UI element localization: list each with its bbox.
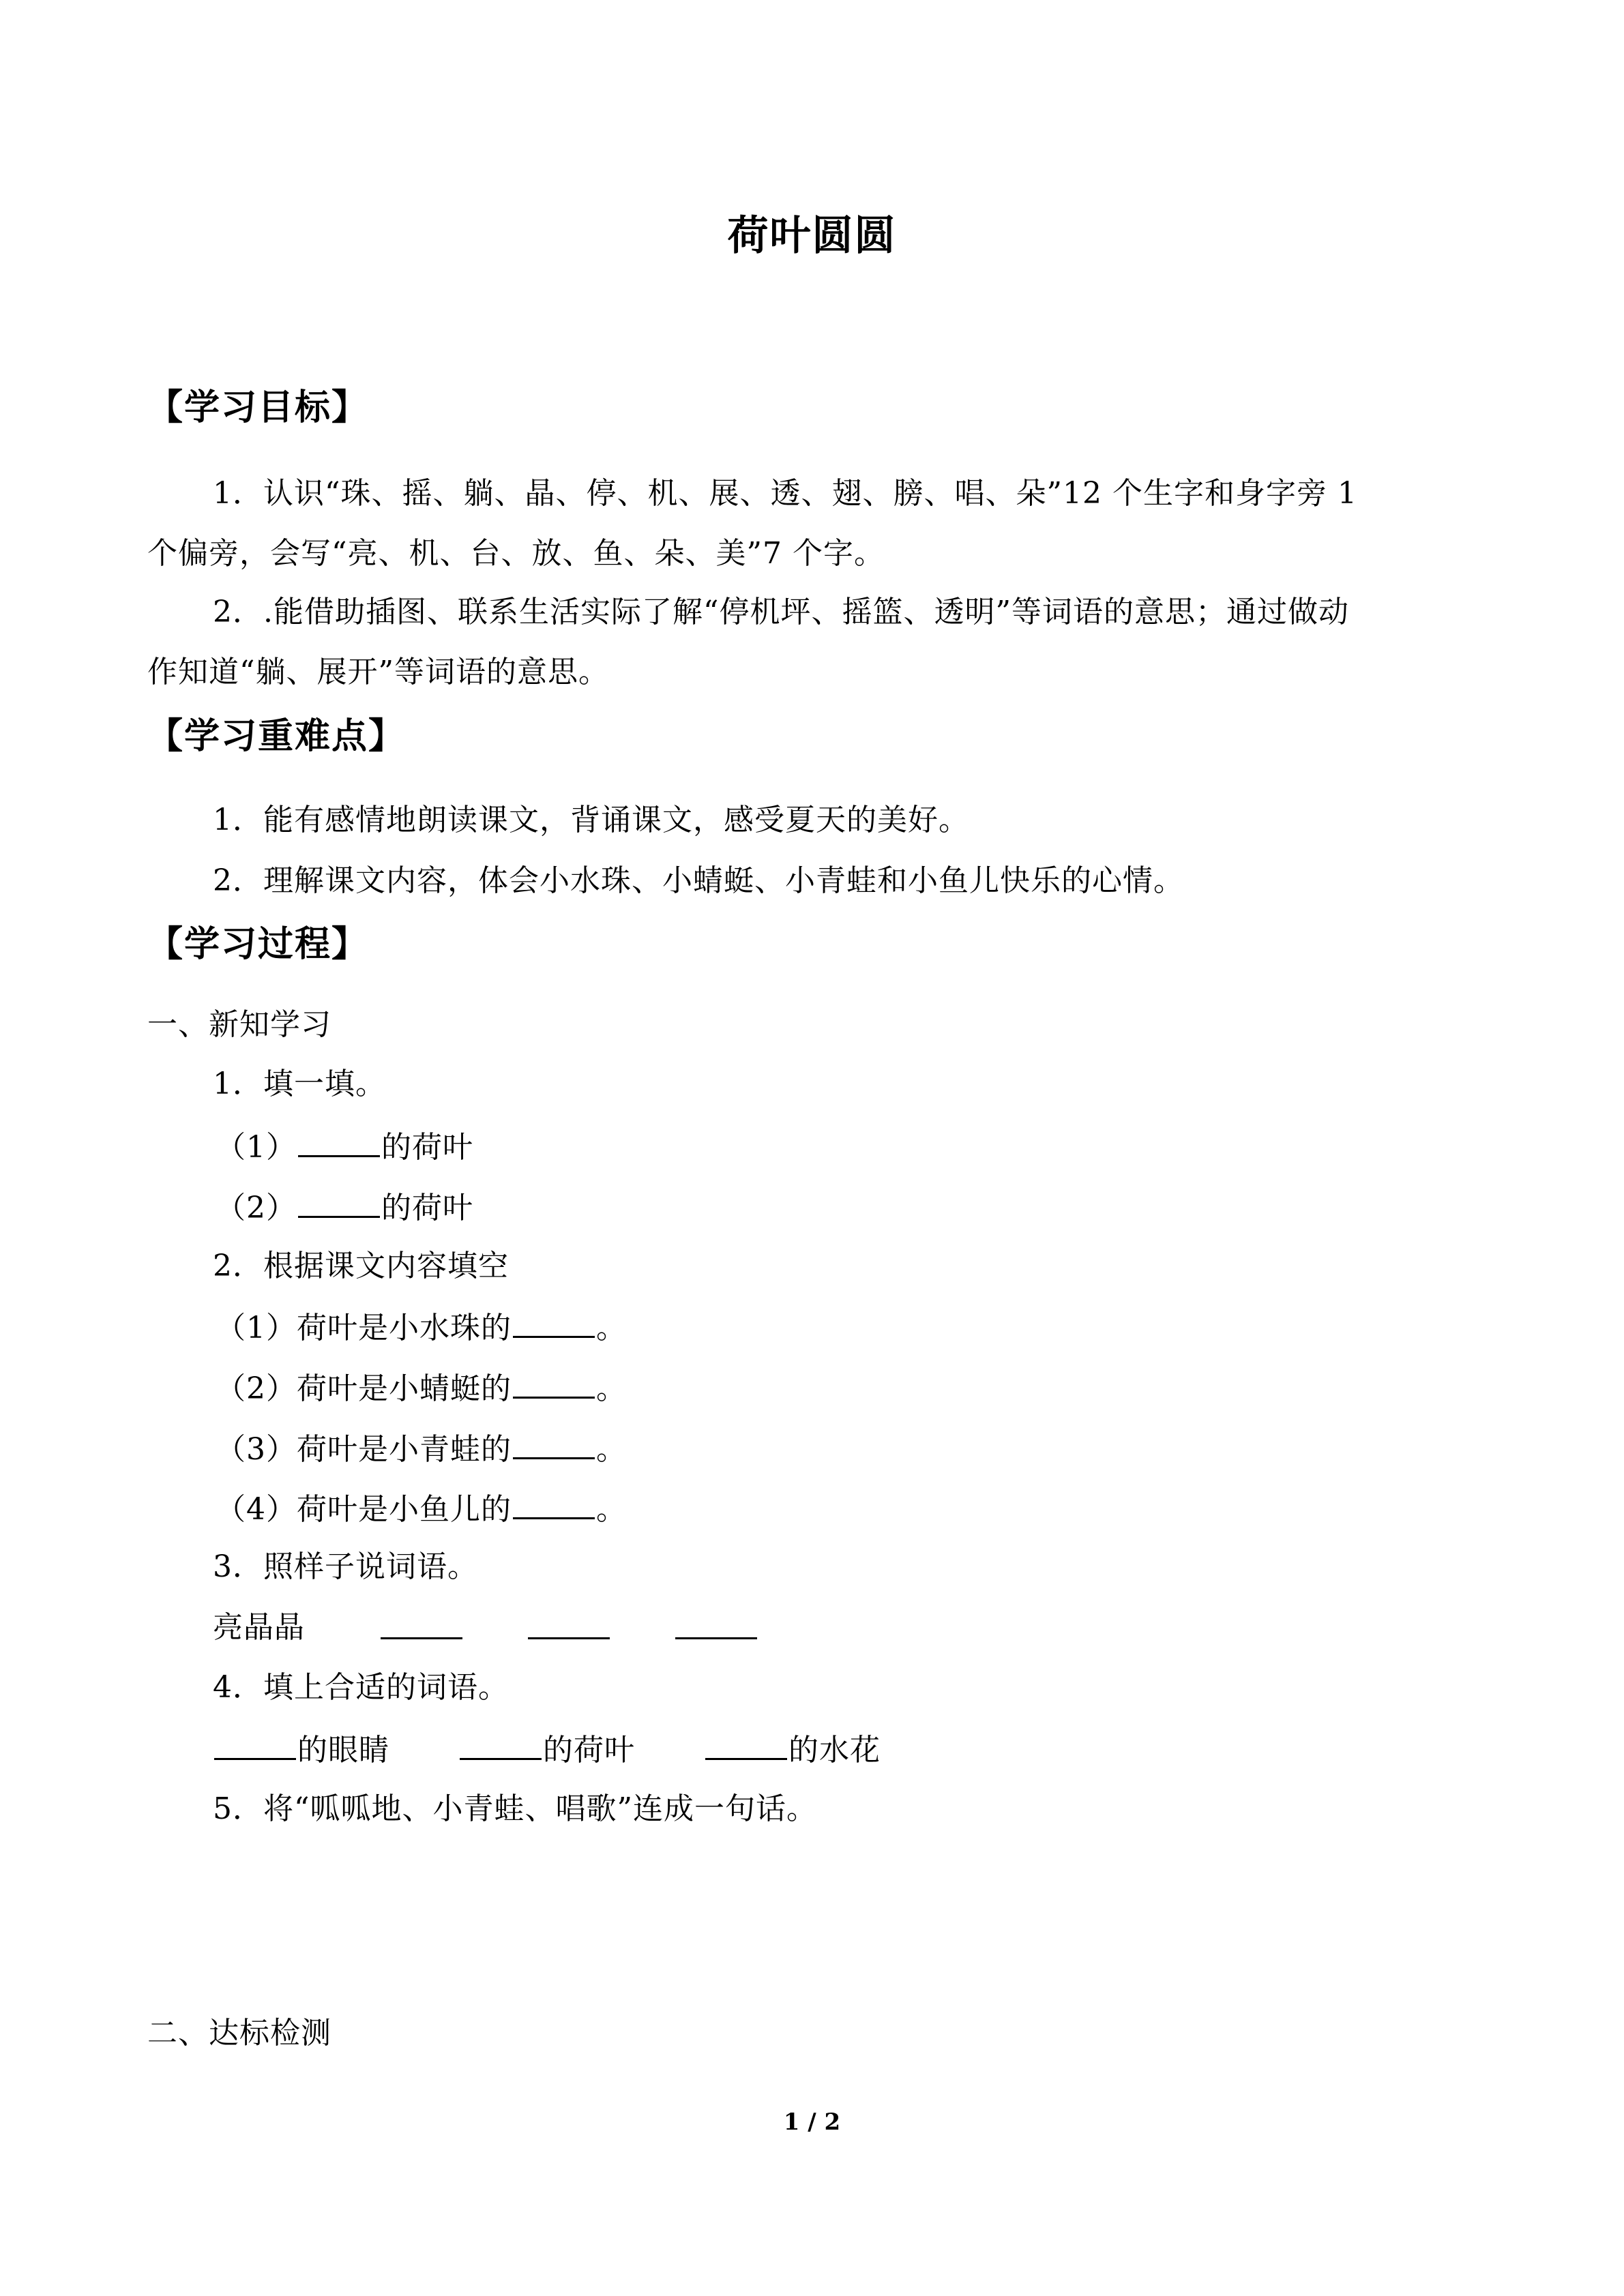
item-prefix: （2）荷叶是小蜻蜓的	[216, 1371, 512, 1406]
item-suffix: 的眼睛	[297, 1733, 389, 1768]
document-title: 荷叶圆圆	[727, 212, 897, 260]
fill-blank	[460, 1728, 542, 1760]
item-suffix: 的水花	[788, 1733, 881, 1768]
section-heading-key-points: 【学习重难点】	[147, 716, 406, 757]
item-suffix: 。	[596, 1492, 627, 1527]
item-suffix: 的荷叶	[381, 1130, 473, 1165]
fill-blank	[298, 1186, 380, 1218]
goal-1-line-2: 个偏旁，会写“亮、机、台、放、鱼、朵、美”7 个字。	[147, 536, 885, 571]
fill-blank	[381, 1607, 462, 1639]
question-4-label: 4．填上合适的词语。	[213, 1670, 509, 1705]
fill-blank	[214, 1728, 296, 1760]
page-number: 1 / 2	[783, 2108, 841, 2136]
question-2-item-4	[216, 1487, 627, 1530]
part-2-heading: 二、达标检测	[147, 2016, 331, 2051]
item-suffix: 的荷叶	[381, 1191, 473, 1225]
key-point-2: 2．理解课文内容，体会小水珠、小蜻蜓、小青蛙和小鱼儿快乐的心情。	[213, 863, 1184, 898]
fill-blank	[513, 1306, 595, 1338]
section-heading-process: 【学习过程】	[147, 924, 369, 965]
item-suffix: 。	[596, 1311, 627, 1345]
question-4-item-1	[213, 1728, 389, 1771]
question-3-label: 3．照样子说词语。	[213, 1549, 478, 1584]
section-heading-goals: 【学习目标】	[147, 387, 369, 428]
item-prefix: （3）荷叶是小青蛙的	[216, 1432, 512, 1467]
question-2-item-1	[216, 1306, 627, 1349]
key-point-1: 1．能有感情地朗读课文，背诵课文，感受夏天的美好。	[213, 803, 969, 837]
fill-blank	[528, 1607, 610, 1639]
item-prefix: （4）荷叶是小鱼儿的	[216, 1492, 512, 1527]
question-1-item-2	[216, 1186, 473, 1229]
goal-1-line-1: 1．认识“珠、摇、躺、晶、停、机、展、透、翅、膀、唱、朵”12 个生字和身字旁 1	[213, 476, 1357, 511]
part-1-heading: 一、新知学习	[147, 1007, 331, 1042]
question-5-label: 5．将“呱呱地、小青蛙、唱歌”连成一句话。	[213, 1791, 817, 1826]
question-2-label: 2．根据课文内容填空	[213, 1249, 509, 1283]
fill-blank	[705, 1728, 787, 1760]
fill-blank	[675, 1607, 757, 1639]
goal-2-line-1: 2．.能借助插图、联系生活实际了解“停机坪、摇篮、透明”等词语的意思；通过做动	[213, 595, 1349, 629]
item-prefix: （1）荷叶是小水珠的	[216, 1311, 512, 1345]
fill-blank	[513, 1487, 595, 1519]
item-suffix: 。	[596, 1432, 627, 1467]
question-1-item-1	[216, 1125, 473, 1168]
question-2-item-3	[216, 1427, 627, 1470]
item-number: （1）	[216, 1130, 297, 1165]
item-suffix: 。	[596, 1371, 627, 1406]
goal-2-line-2: 作知道“躺、展开”等词语的意思。	[147, 655, 609, 689]
question-2-item-2	[216, 1367, 627, 1410]
question-1-label: 1．填一填。	[213, 1067, 386, 1101]
item-number: （2）	[216, 1191, 297, 1225]
question-3-example: 亮晶晶	[213, 1610, 305, 1645]
item-suffix: 的荷叶	[543, 1733, 635, 1768]
fill-blank	[513, 1367, 595, 1399]
fill-blank	[513, 1427, 595, 1459]
question-4-item-2	[458, 1728, 635, 1771]
fill-blank	[298, 1125, 380, 1157]
question-4-item-3	[704, 1728, 881, 1771]
